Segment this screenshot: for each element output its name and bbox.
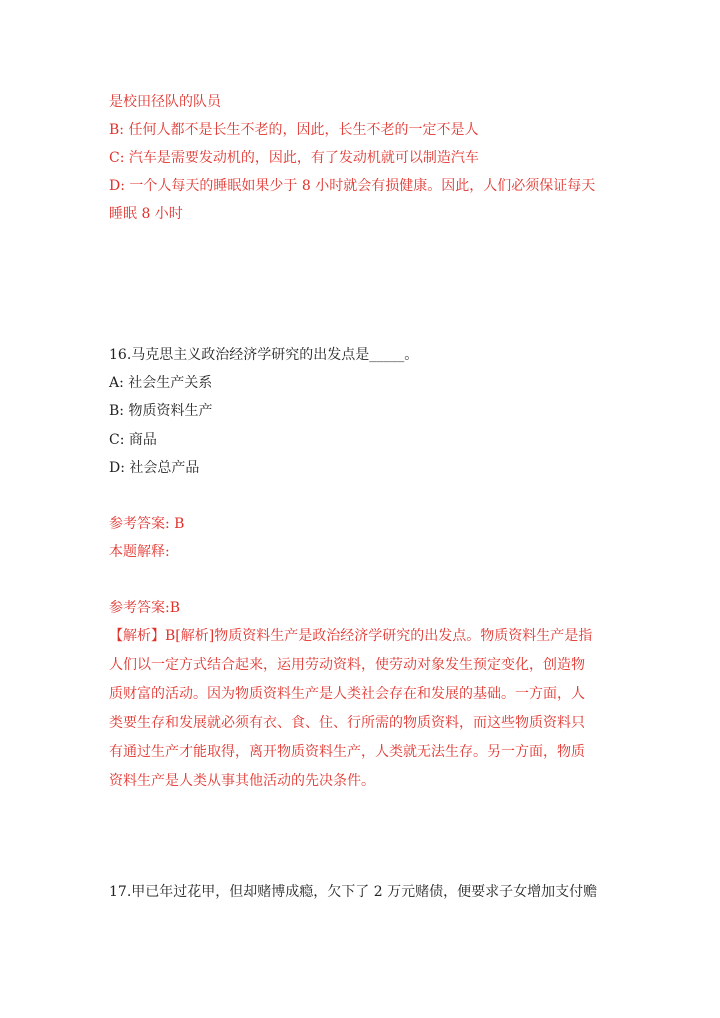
q16-analysis-line: 质财富的活动。因为物质资料生产是人类社会存在和发展的基础。一方面，人 <box>109 686 585 702</box>
q16-option-b: B: 物质资料生产 <box>109 403 213 419</box>
q15-continuation-text: 是校田径队的队员 <box>109 94 221 110</box>
q15-option-b: B: 任何人都不是长生不老的，因此，长生不老的一定不是人 <box>109 122 479 138</box>
q16-analysis-line: 类要生存和发展就必须有衣、食、住、行所需的物质资料，而这些物质资料只 <box>109 715 585 731</box>
q16-answer-repeat: 参考答案:B <box>109 600 181 616</box>
q15-option-c: C: 汽车是需要发动机的，因此，有了发动机就可以制造汽车 <box>109 150 479 166</box>
q16-answer: 参考答案: B <box>109 516 185 532</box>
q16-explain-label: 本题解释: <box>109 544 170 560</box>
q16-analysis-line: 【解析】B[解析]物质资料生产是政治经济学研究的出发点。物质资料生产是指 <box>109 628 593 644</box>
q16-analysis-line: 资料生产是人类从事其他活动的先决条件。 <box>109 773 375 789</box>
q17-stem: 17.甲已年过花甲，但却赌博成瘾，欠下了 2 万元赌债，便要求子女增加支付赡 <box>109 884 598 900</box>
q16-option-c: C: 商品 <box>109 432 157 448</box>
q16-stem: 16.马克思主义政治经济学研究的出发点是_____。 <box>109 347 419 363</box>
q15-option-d-line1: D: 一个人每天的睡眠如果少于 8 小时就会有损健康。因此，人们必须保证每天 <box>109 178 596 194</box>
q16-analysis-line: 有通过生产才能取得，离开物质资料生产，人类就无法生存。另一方面，物质 <box>109 744 585 760</box>
q16-option-a: A: 社会生产关系 <box>109 375 213 391</box>
q16-option-d: D: 社会总产品 <box>109 460 200 476</box>
q16-analysis-line: 人们以一定方式结合起来，运用劳动资料，使劳动对象发生预定变化，创造物 <box>109 657 585 673</box>
q15-option-d-line2: 睡眠 8 小时 <box>109 206 183 222</box>
